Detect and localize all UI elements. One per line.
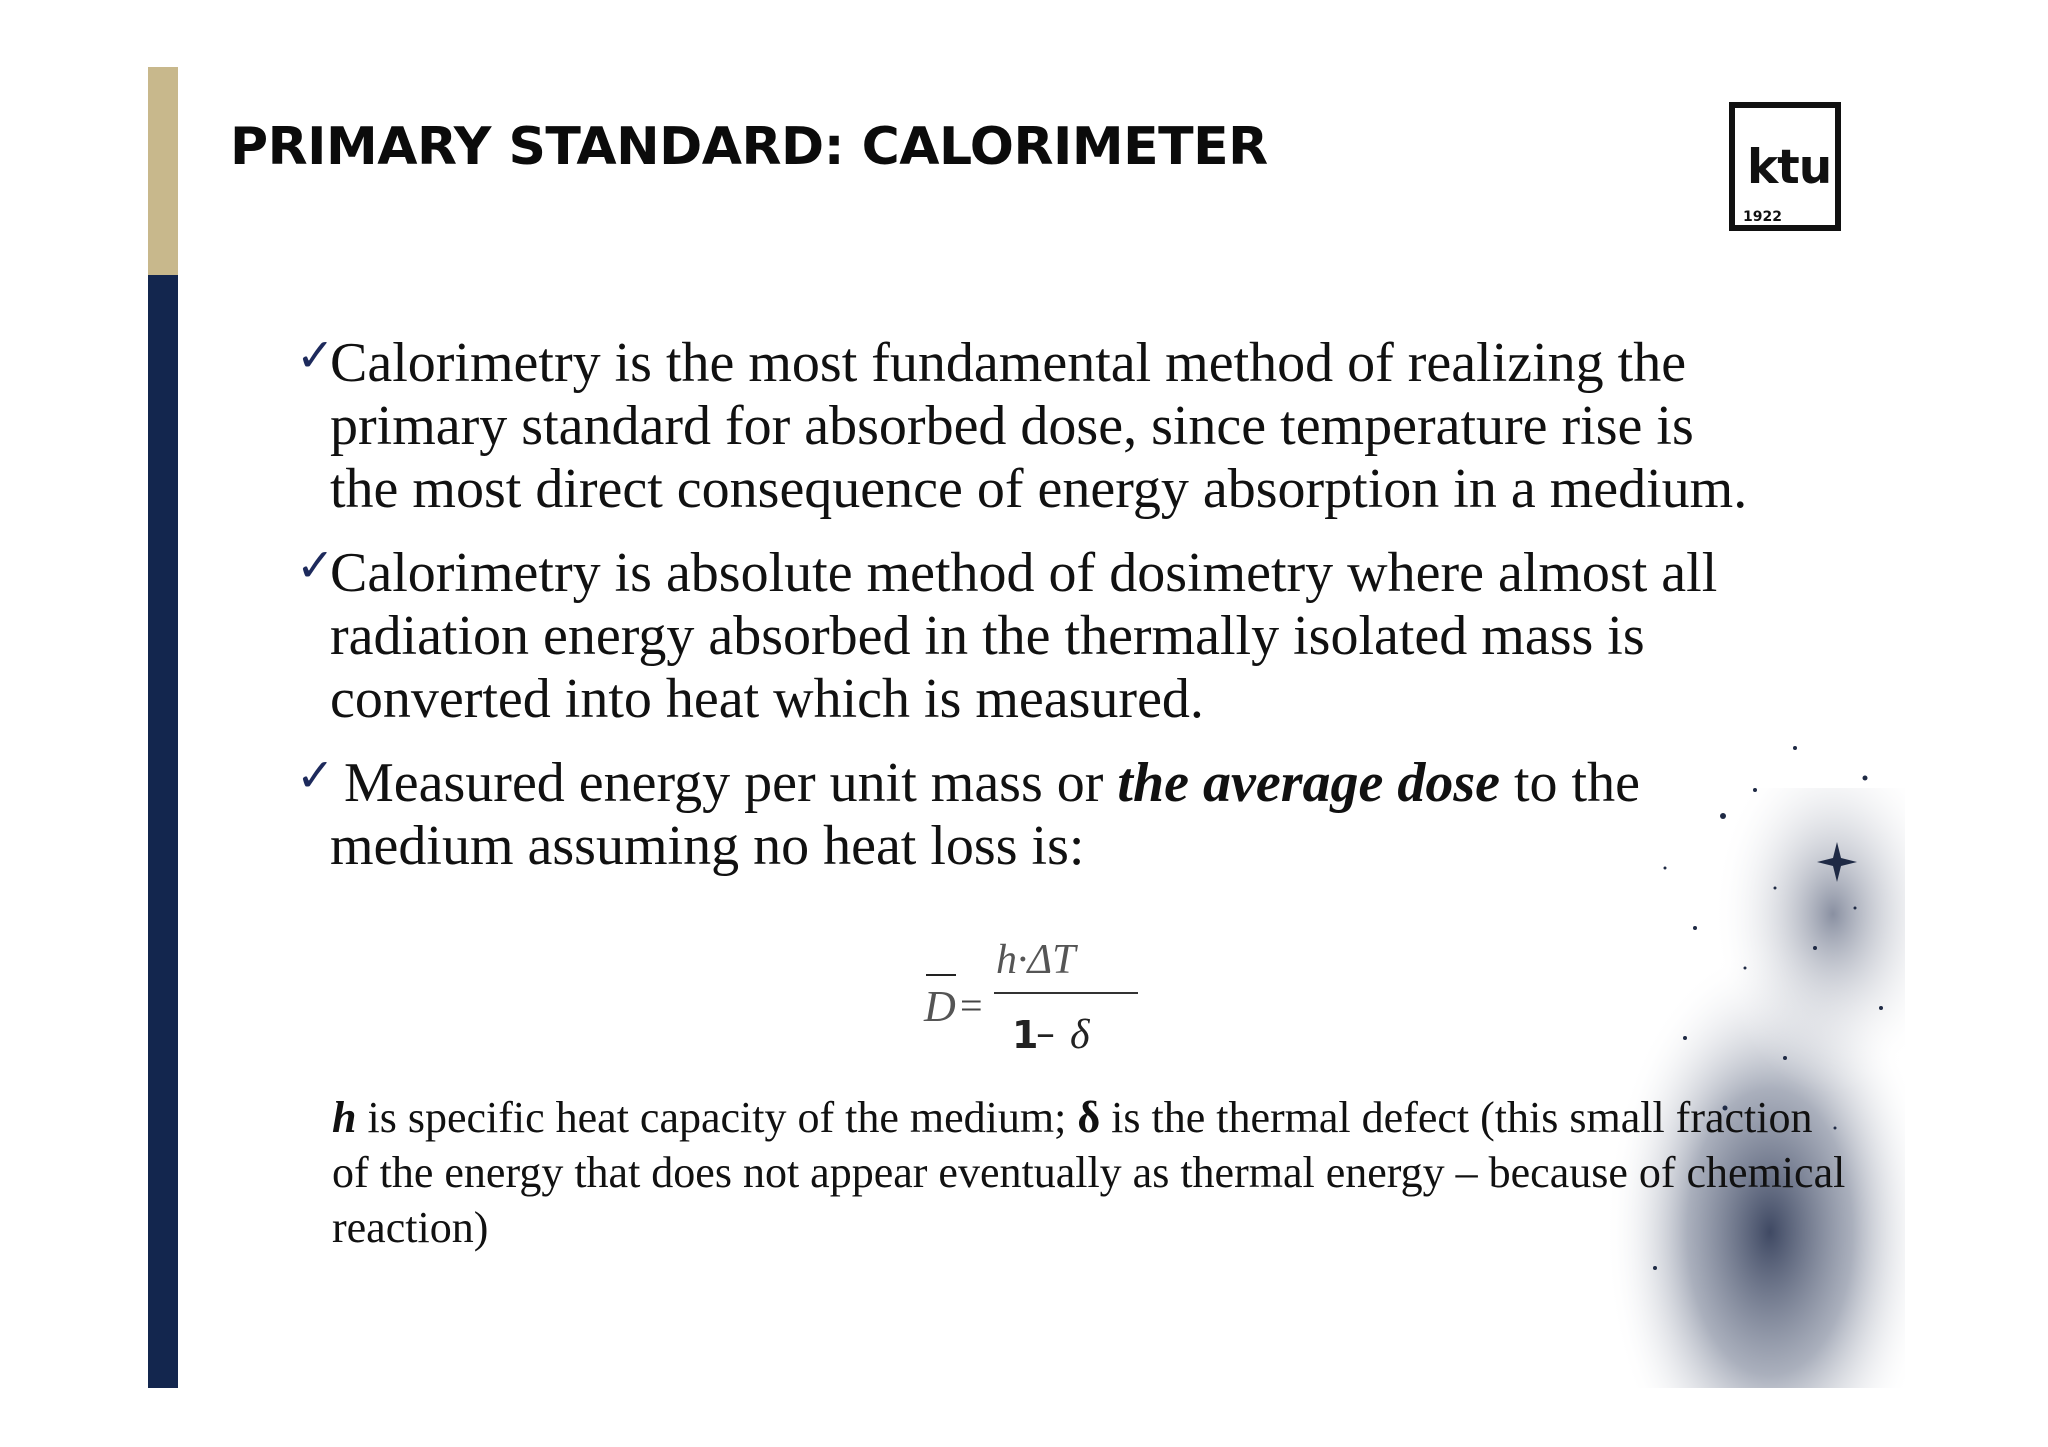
logo-year: 1922 bbox=[1743, 209, 1782, 225]
bullet-item bbox=[296, 328, 1776, 521]
note-h-text: is specific heat capacity of the medium; bbox=[367, 1093, 1067, 1142]
formula-note bbox=[332, 1090, 1852, 1255]
slide bbox=[148, 67, 1905, 1388]
formula-denominator-delta: δ bbox=[1070, 1012, 1090, 1058]
accent-bar-gold bbox=[148, 67, 178, 275]
bullet-text: Calorimetry is absolute method of dosimetry where almost all radiation energy absorbed in the thermally isolated mass is converted into heat which is measured. bbox=[330, 542, 1718, 730]
bullet-list bbox=[296, 328, 1776, 899]
note-delta-symbol: δ bbox=[1077, 1093, 1101, 1142]
checkmark-icon: ✓ bbox=[296, 538, 335, 592]
note-h-symbol: h bbox=[332, 1093, 357, 1142]
formula-denominator-minus: – bbox=[1036, 1011, 1055, 1055]
bullet-item bbox=[296, 748, 1776, 878]
bullet-text-pre: Measured energy per unit mass or bbox=[344, 752, 1104, 814]
formula-lhs: D bbox=[924, 982, 956, 1031]
formula-equals: = bbox=[960, 983, 983, 1028]
bullet-text-post: to the medium assuming no heat loss is: bbox=[330, 752, 1640, 877]
bullet-item bbox=[296, 538, 1776, 731]
formula-numerator: h·ΔT bbox=[996, 937, 1076, 983]
bullet-text: Calorimetry is the most fundamental method of realizing the primary standard for absorbed dose, since temperature rise is the most direct consequence of energy absorption in a medium. bbox=[330, 332, 1748, 520]
bullet-text-emphasis: the average dose bbox=[1117, 752, 1500, 814]
note-delta-text: is the thermal defect (this small fraction of the energy that does not appear eventually as thermal energy – because of chemical reaction) bbox=[332, 1093, 1846, 1252]
accent-bar-navy bbox=[148, 275, 178, 1388]
dose-formula bbox=[916, 925, 1156, 1065]
ktu-logo bbox=[1729, 102, 1841, 231]
checkmark-icon: ✓ bbox=[296, 328, 335, 382]
checkmark-icon: ✓ bbox=[296, 748, 335, 802]
logo-text: ktu bbox=[1747, 140, 1832, 195]
formula-denominator-one: 1 bbox=[1012, 1013, 1039, 1057]
slide-title: PRIMARY STANDARD: CALORIMETER bbox=[230, 117, 1268, 177]
